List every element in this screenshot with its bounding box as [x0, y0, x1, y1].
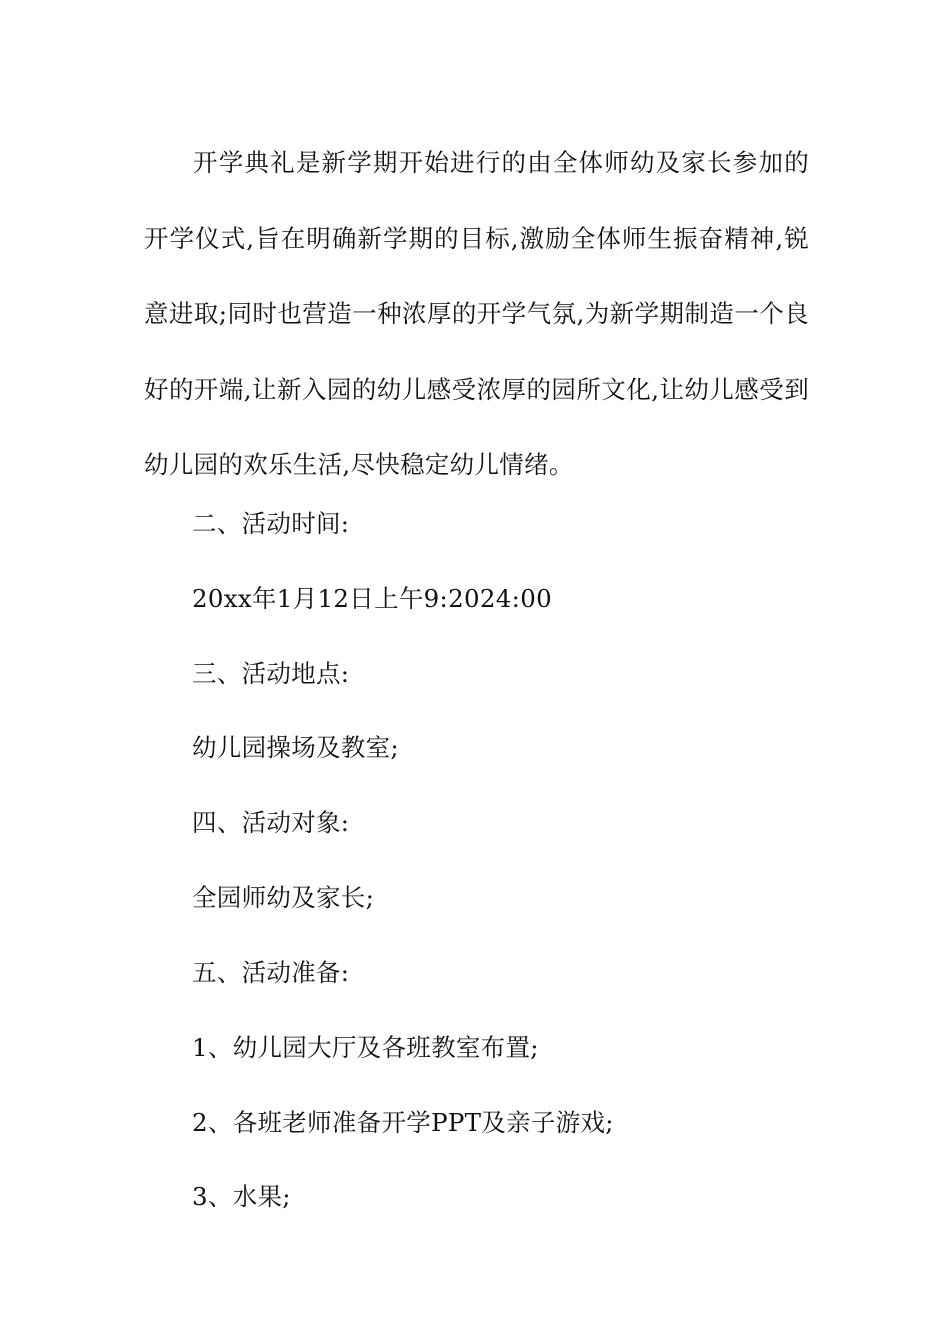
- section-content-time: 20xx年1月12日上午9:2024:00: [192, 584, 552, 613]
- section-heading-participants: 四、活动对象:: [192, 808, 350, 837]
- list-item: 2、各班老师准备开学PPT及亲子游戏;: [192, 1108, 614, 1137]
- section-content-location: 幼儿园操场及教室;: [192, 733, 399, 762]
- section-content-participants: 全园师幼及家长;: [192, 883, 375, 912]
- section-heading-preparation: 五、活动准备:: [192, 958, 350, 987]
- intro-paragraph: 开学典礼是新学期开始进行的由全体师幼及家长参加的开学仪式,旨在明确新学期的目标,激励全体师生振奋精神,锐意进取;同时也营造一种浓厚的开学气氛,为新学期制造一个良好的开端,让新入园的幼儿感受浓厚的园所文化,让幼儿感受到幼儿园的欢乐生活,尽快稳定幼儿情绪。: [144, 148, 809, 479]
- list-item: 3、水果;: [192, 1182, 291, 1211]
- list-item: 1、幼儿园大厅及各班教室布置;: [192, 1033, 539, 1062]
- section-heading-location: 三、活动地点:: [192, 659, 350, 688]
- section-heading-time: 二、活动时间:: [192, 509, 350, 538]
